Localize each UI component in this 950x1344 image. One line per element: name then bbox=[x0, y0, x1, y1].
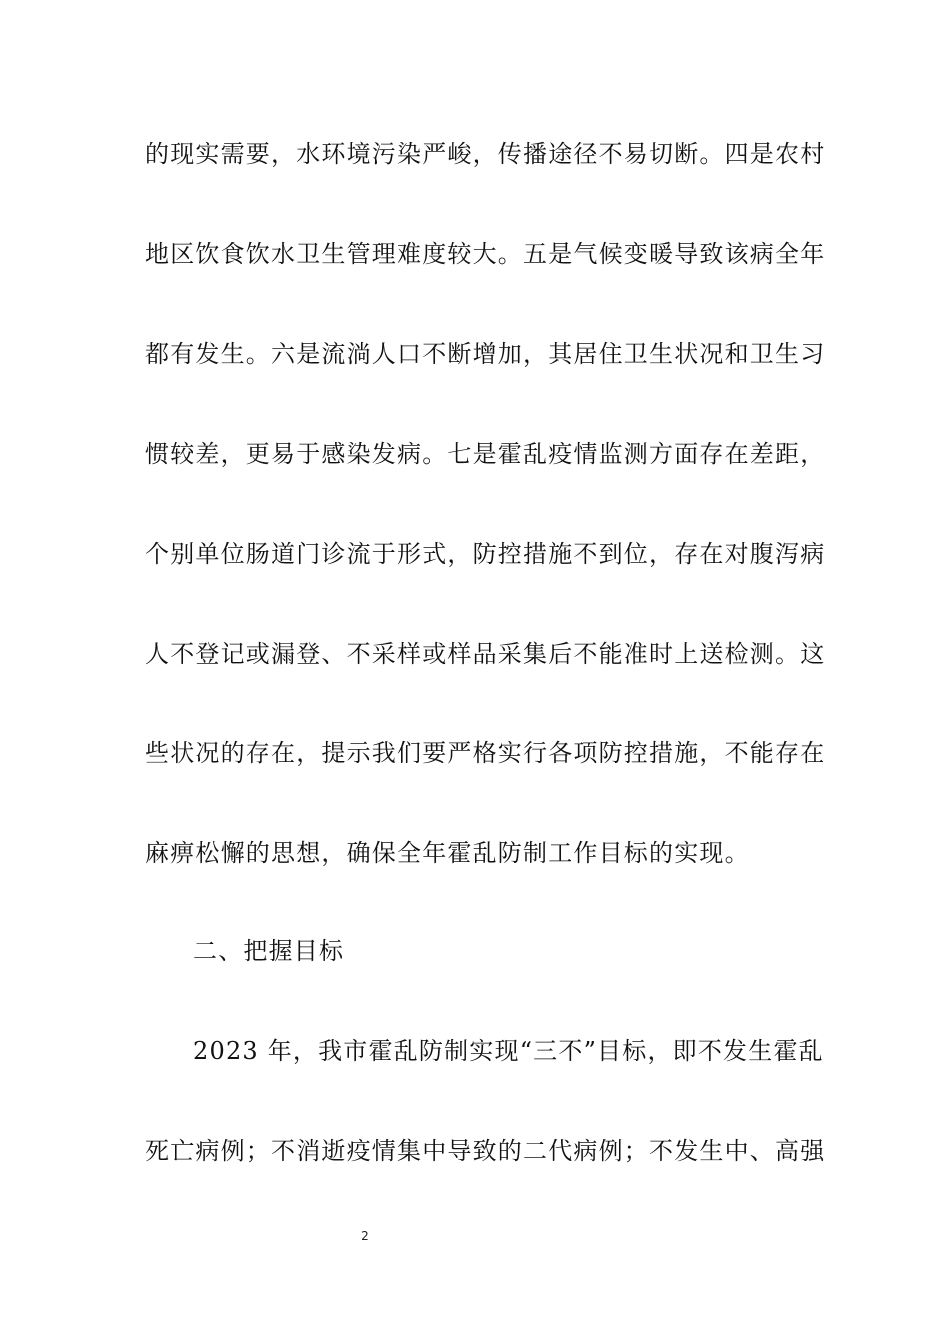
paragraph-line-1: 2023 年，我市霍乱防制实现“三不”目标，即不发生霍乱 bbox=[193, 1037, 824, 1065]
body-text-line-8: 麻痹松懈的思想，确保全年霍乱防制工作目标的实现。 bbox=[145, 839, 750, 867]
body-text-line-1: 的现实需要，水环境污染严峻，传播途径不易切断。四是农村 bbox=[145, 140, 826, 168]
page-number: 2 bbox=[361, 1229, 369, 1243]
body-text-line-2: 地区饮食饮水卫生管理难度较大。五是气候变暖导致该病全年 bbox=[145, 240, 826, 268]
body-text-line-5: 个别单位肠道门诊流于形式，防控措施不到位，存在对腹泻病 bbox=[145, 540, 826, 568]
section-heading: 二、把握目标 bbox=[193, 937, 345, 965]
body-text-line-4: 惯较差，更易于感染发病。七是霍乱疫情监测方面存在差距， bbox=[145, 440, 826, 468]
body-text-line-6: 人不登记或漏登、不采样或样品采集后不能准时上送检测。这 bbox=[145, 640, 826, 668]
body-text-line-3: 都有发生。六是流淌人口不断增加，其居住卫生状况和卫生习 bbox=[145, 340, 826, 368]
paragraph-line-2: 死亡病例；不消逝疫情集中导致的二代病例；不发生中、高强 bbox=[145, 1137, 826, 1165]
body-text-line-7: 些状况的存在，提示我们要严格实行各项防控措施，不能存在 bbox=[145, 739, 826, 767]
